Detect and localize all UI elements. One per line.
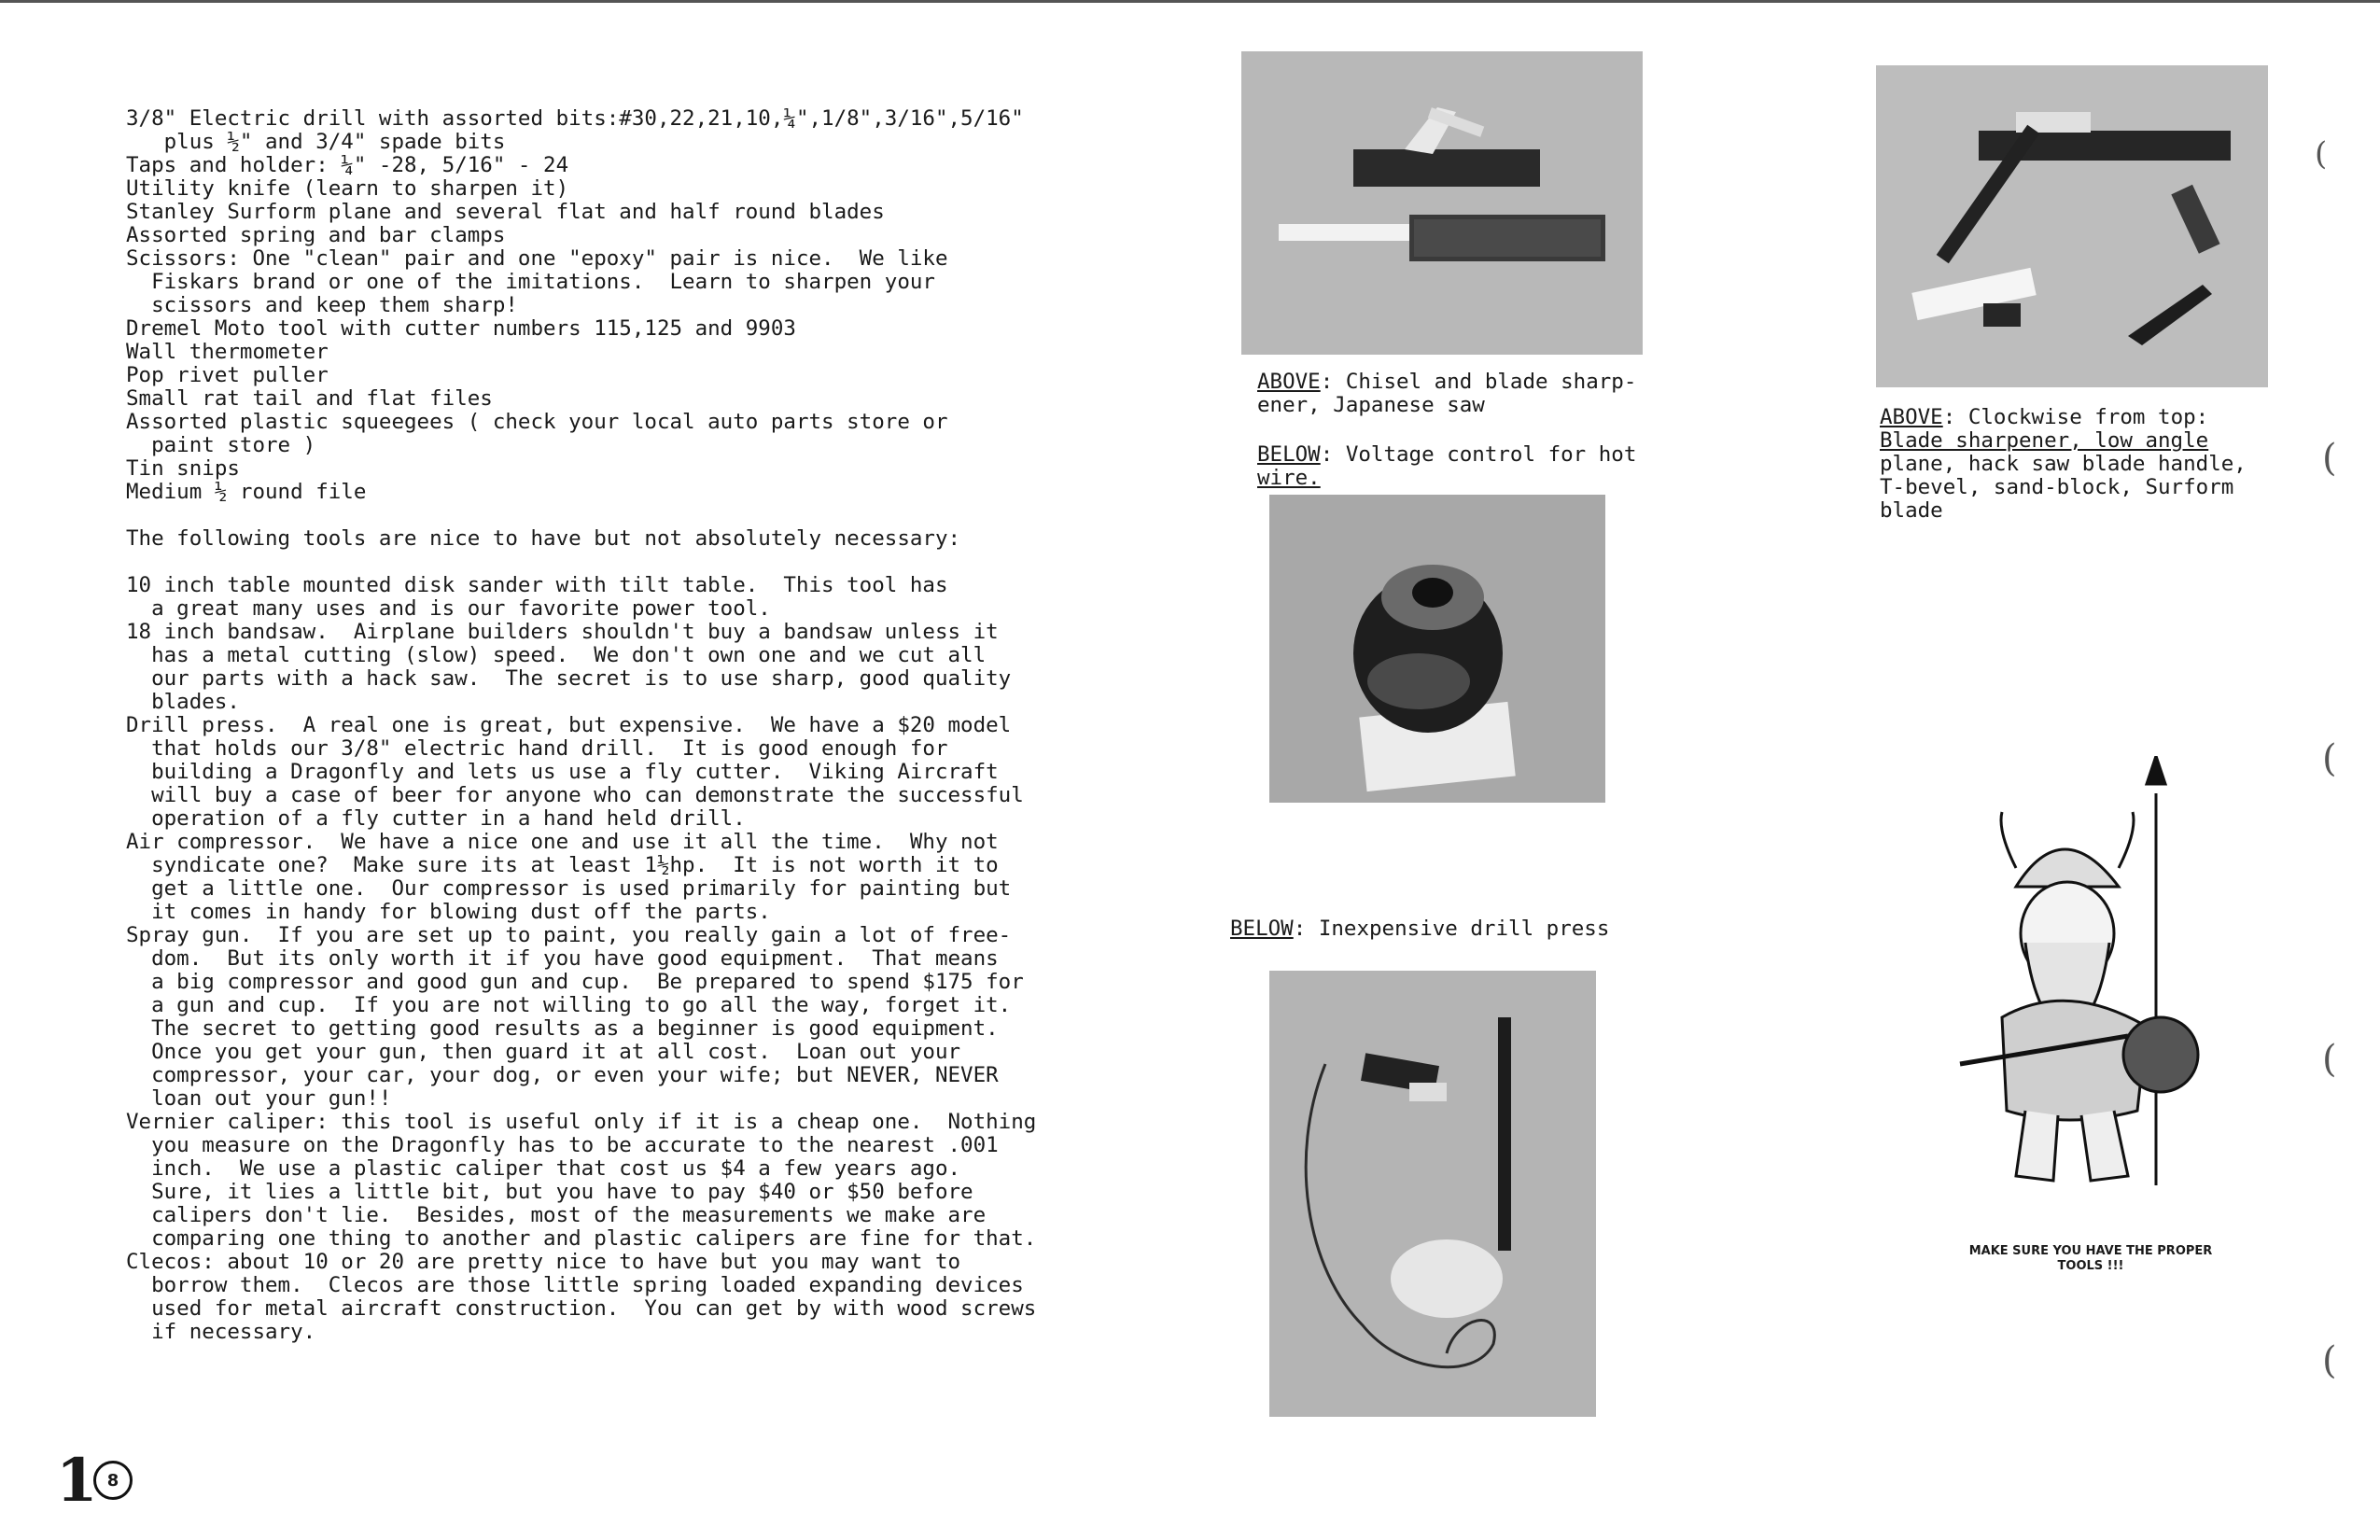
text-line: Fiskars brand or one of the imitations. Learn to sharpen your [126, 270, 935, 294]
text-line: 3/8" Electric drill with assorted bits:#30,22,21,10,¼",1/8",3/16",5/16" [126, 106, 1024, 131]
text-line: 10 inch table mounted disk sander with tilt table. This tool has [126, 573, 948, 597]
binder-hole: ( [2322, 1038, 2337, 1081]
text-line: if necessary. [126, 1320, 316, 1344]
photo-drill-press [1269, 971, 1596, 1417]
caption-text: ener, Japanese saw [1257, 393, 1485, 417]
tool-list-text [126, 107, 1171, 1344]
text-line: you measure on the Dragonfly has to be accurate to the nearest .001 [126, 1133, 999, 1157]
text-line: Wall thermometer [126, 340, 329, 364]
photo-voltage-control [1269, 495, 1605, 803]
caption-label-above: ABOVE [1257, 370, 1321, 394]
viking-caption [1923, 1244, 2259, 1274]
page-number-circled: 8 [93, 1461, 133, 1500]
text-line: The following tools are nice to have but not absolutely necessary: [126, 526, 961, 551]
text-line: building a Dragonfly and lets us use a fly cutter. Viking Aircraft [126, 760, 999, 784]
text-line: a great many uses and is our favorite power tool. [126, 596, 771, 621]
text-line: Air compressor. We have a nice one and use it all the time. Why not [126, 830, 999, 854]
caption-below-voltage-control [1257, 443, 1636, 490]
caption-text: Blade sharpener, low angle [1880, 428, 2209, 453]
text-line: Drill press. A real one is great, but expensive. We have a $20 model [126, 713, 1012, 737]
caption-label-above: ABOVE [1880, 405, 1943, 429]
text-line: The secret to getting good results as a beginner is good equipment. [126, 1016, 999, 1041]
text-line: syndicate one? Make sure its at least 1½hp. It is not worth it to [126, 853, 999, 877]
viking-caption-line: TOOLS !!! [2057, 1259, 2124, 1273]
text-line: scissors and keep them sharp! [126, 293, 518, 317]
binder-hole: ( [2322, 737, 2337, 780]
text-line: used for metal aircraft construction. You can get by with wood screws [126, 1296, 1037, 1321]
text-line: Assorted plastic squeegees ( check your local auto parts store or [126, 410, 948, 434]
photo-assorted-hand-tools [1876, 65, 2268, 387]
viking-caption-line: MAKE SURE YOU HAVE THE PROPER [1968, 1244, 2213, 1258]
binder-hole: ( [2322, 437, 2337, 480]
text-line: 18 inch bandsaw. Airplane builders shouldn't buy a bandsaw unless it [126, 620, 999, 644]
caption-below-drill-press [1230, 917, 1609, 941]
caption-above-chisel [1257, 371, 1636, 417]
text-line: Once you get your gun, then guard it at all cost. Loan out your [126, 1040, 961, 1064]
caption-text: : Clockwise from top: [1942, 405, 2209, 429]
caption-text: wire. [1257, 466, 1321, 490]
text-line: that holds our 3/8" electric hand drill. It is good enough for [126, 736, 948, 761]
binder-hole: ( [2322, 1339, 2337, 1382]
caption-above-assorted-tools [1880, 406, 2247, 523]
text-line: has a metal cutting (slow) speed. We don't own one and we cut all [126, 643, 987, 667]
text-line: a gun and cup. If you are not willing to go all the way, forget it. [126, 993, 1012, 1017]
caption-text: plane, hack saw blade handle, [1880, 452, 2247, 476]
text-line: Utility knife (learn to sharpen it) [126, 176, 569, 201]
binder-hole: ( [2315, 135, 2328, 173]
text-line: Scissors: One "clean" pair and one "epoxy" pair is nice. We like [126, 246, 948, 271]
text-line: calipers don't lie. Besides, most of the measurements we make are [126, 1203, 987, 1227]
text-line: paint store ) [126, 433, 316, 457]
caption-text: T-bevel, sand-block, Surform [1880, 475, 2234, 499]
text-line: Tin snips [126, 456, 240, 481]
text-line [126, 551, 1171, 574]
text-line: borrow them. Clecos are those little spring loaded expanding devices [126, 1273, 1024, 1297]
text-line: plus ½" and 3/4" spade bits [126, 130, 506, 154]
text-line: compressor, your car, your dog, or even your wife; but NEVER, NEVER [126, 1063, 999, 1087]
text-line: Clecos: about 10 or 20 are pretty nice to have but you may want to [126, 1250, 961, 1274]
photo-chisel-sharpener-and-saw [1241, 51, 1643, 355]
viking-illustration [1951, 756, 2231, 1204]
text-line: Medium ½ round file [126, 480, 367, 504]
text-line: it comes in handy for blowing dust off the parts. [126, 900, 771, 924]
text-line: Taps and holder: ¼" -28, 5/16" - 24 [126, 153, 569, 177]
text-line: Vernier caliper: this tool is useful only if it is a cheap one. Nothing [126, 1110, 1037, 1134]
text-line: Small rat tail and flat files [126, 386, 493, 411]
caption-text: blade [1880, 498, 1943, 523]
caption-text: : Chisel and blade sharp- [1320, 370, 1637, 394]
text-line: inch. We use a plastic caliper that cost us $4 a few years ago. [126, 1156, 961, 1181]
page-number: 1 [56, 1446, 98, 1516]
text-line: loan out your gun!! [126, 1086, 392, 1111]
caption-label-below: BELOW [1257, 442, 1321, 467]
text-line: dom. But its only worth it if you have good equipment. That means [126, 946, 999, 971]
caption-text: : Inexpensive drill press [1293, 917, 1610, 941]
text-line: a big compressor and good gun and cup. Be prepared to spend $175 for [126, 970, 1024, 994]
text-line: will buy a case of beer for anyone who can demonstrate the successful [126, 783, 1024, 807]
text-line: Pop rivet puller [126, 363, 329, 387]
text-line: comparing one thing to another and plastic calipers are fine for that. [126, 1226, 1037, 1251]
text-line: Stanley Surform plane and several flat and half round blades [126, 200, 885, 224]
text-line: get a little one. Our compressor is used primarily for painting but [126, 876, 1012, 901]
text-line: blades. [126, 690, 240, 714]
top-rule [0, 0, 2380, 3]
text-line: Dremel Moto tool with cutter numbers 115,125 and 9903 [126, 316, 796, 341]
text-line: Spray gun. If you are set up to paint, you really gain a lot of free- [126, 923, 1012, 947]
text-line [126, 504, 1171, 527]
text-line: Sure, it lies a little bit, but you have to pay $40 or $50 before [126, 1180, 973, 1204]
text-line: operation of a fly cutter in a hand held drill. [126, 806, 746, 831]
caption-text: : Voltage control for hot [1320, 442, 1637, 467]
text-line: Assorted spring and bar clamps [126, 223, 506, 247]
caption-label-below: BELOW [1230, 917, 1294, 941]
text-line: our parts with a hack saw. The secret is to use sharp, good quality [126, 666, 1012, 691]
